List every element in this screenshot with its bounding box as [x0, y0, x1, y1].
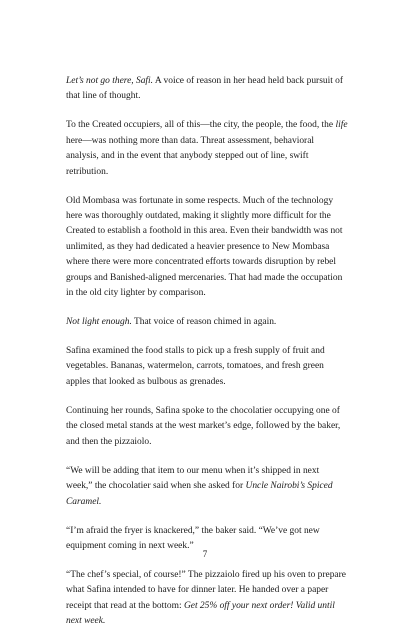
text-run: “I’m afraid the fryer is knackered,” the baker said. “We’ve got new equipment coming in next week.”: [66, 525, 323, 551]
text-run: That voice of reason chimed in again.: [131, 317, 277, 328]
italic-text: life: [335, 120, 348, 131]
paragraph: [66, 74, 348, 105]
italic-text: Let’s not go there, Safi.: [66, 76, 154, 86]
text-run: Safina examined the food stalls to pick up a fresh supply of fruit and vegetables. Bananas, watermelon, carrots, tomatoes, and fresh green apples that looked as bulbous as grenades.: [66, 346, 328, 387]
paragraph: [66, 568, 348, 630]
paragraph: [66, 315, 348, 330]
paragraph: [66, 194, 348, 302]
italic-text: Get 25% off your next order! Valid until next week.: [66, 600, 338, 627]
paragraph: [66, 404, 348, 450]
italic-text: Not light enough.: [66, 317, 132, 328]
paragraph: [66, 464, 348, 510]
text-run: Continuing her rounds, Safina spoke to the chocolatier occupying one of the closed metal stands at the west market’s edge, followed by the baker, and then the pizzaiolo.: [66, 405, 343, 447]
text-run: “The chef’s special, of course!” The pizzaiolo fired up his oven to prepare what Safina intended to have for dinner later. He handed over a paper receipt that read at the bottom:: [66, 569, 349, 611]
text-run: Old Mombasa was fortunate in some respects. Much of the technology here was thoroughly outdated, making it slightly more difficult for the Created to establish a foothold in this area. Even their bandwidth was not unlimited, as they had dedicated a heavier presence to New Mombasa where there were more concentrated efforts towards disruption by rebel groups and Banished-aligned mercenaries. That had made the occupation in the old city lighter by comparison.: [66, 195, 345, 299]
italic-text: Uncle Nairobi’s Spiced Caramel.: [66, 481, 335, 507]
paragraph: [66, 344, 348, 390]
page-number: 7: [202, 549, 208, 559]
text-run: here—was nothing more than data. Threat assessment, behavioral analysis, and in the event that anybody stepped out of line, swift retribution.: [66, 120, 350, 177]
paragraph: [66, 118, 348, 180]
text-run: A voice of reason in her head held back pursuit of that line of thought.: [66, 76, 346, 102]
text-run: “We will be adding that item to our menu when it’s shipped in next week,” the chocolatier said when she asked for: [66, 465, 322, 492]
text-run: To the Created occupiers, all of this—the city, the people, the food, the: [66, 120, 336, 131]
